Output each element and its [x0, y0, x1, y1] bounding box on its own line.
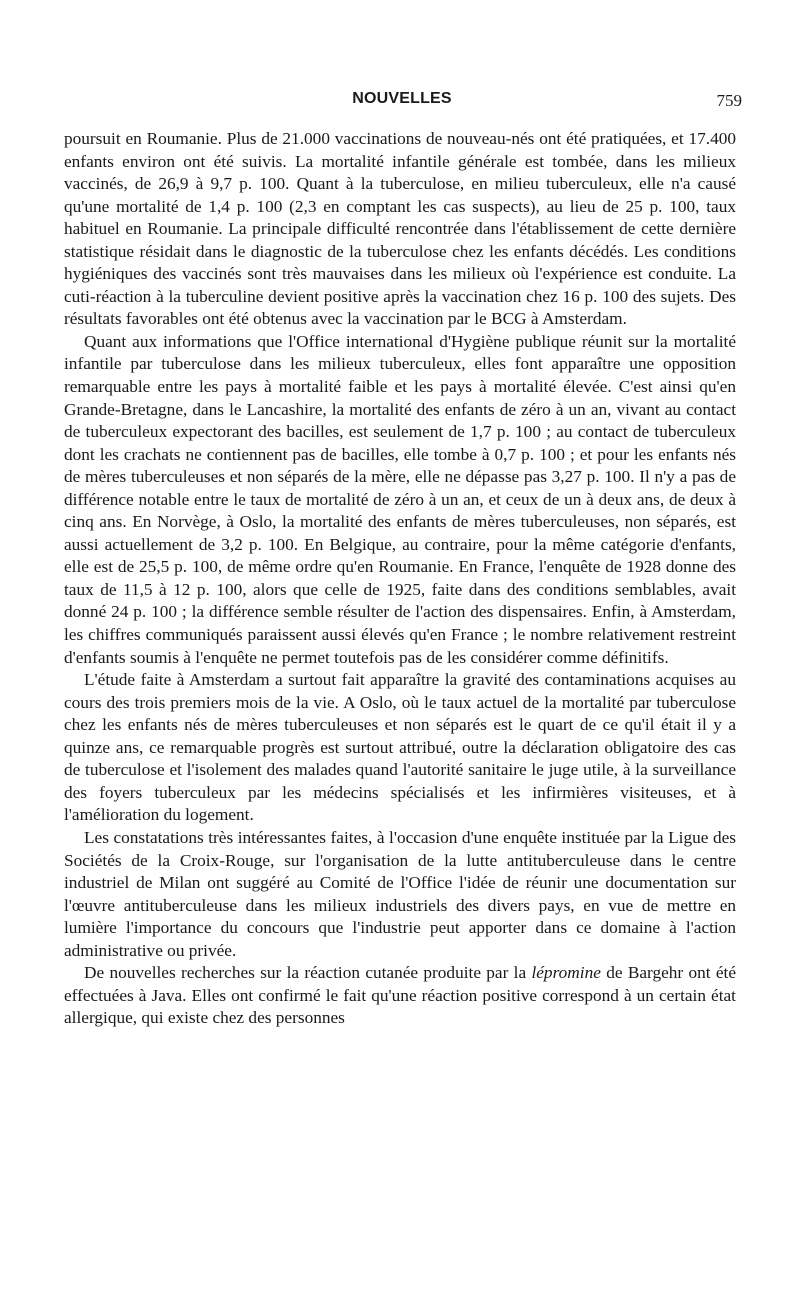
paragraph-text: de Bargehr ont été effectuées à Java. Elles ont confirmé le fait qu'une réaction positive correspond à un certain état allergique, qui existe chez des personnes	[64, 963, 736, 1028]
section-title: NOUVELLES	[352, 90, 452, 107]
running-header	[62, 90, 742, 114]
paragraph-continued: poursuit en Roumanie. Plus de 21.000 vaccinations de nouveau-nés ont été pratiquées, et 17.400 enfants environ ont été suivis. La mortalité infantile générale est tombée, dans les milieux vaccinés, de 26,9 à 9,7 p. 100. Quant à la tuberculose, en milieu tuberculeux, elle n'a causé qu'une mortalité de 1,4 p. 100 (2,3 en comptant les cas suspects), au lieu de 25 p. 100, taux habituel en Roumanie. La principale difficulté rencontrée dans l'établissement de cette dernière statistique résidait dans le diagnostic de la tuberculose chez les enfants décédés. Les conditions hygiéniques des vaccinés sont très mauvaises dans les milieux où l'expérience est conduite. La cuti-réaction à la tuberculine devient positive après la vaccination chez 16 p. 100 des sujets. Des résultats favorables ont été obtenus avec la vaccination par le BCG à Amsterdam.	[64, 129, 736, 329]
paragraph: L'étude faite à Amsterdam a surtout fait apparaître la gravité des contaminations acquises au cours des trois premiers mois de la vie. A Oslo, où le taux actuel de la mortalité par tuberculose chez les enfants nés de mères tuberculeuses et non séparés est le quart de ce qu'il était il y a quinze ans, ce remarquable progrès est surtout attribué, outre la déclaration obligatoire des cas de tuberculose et l'isolement des malades quand l'autorité sanitaire le juge utile, à la surveillance des foyers tuberculeux par les médecins spécialisés et les infirmières visiteuses, et à l'amélioration du logement.	[64, 670, 736, 825]
article-body	[64, 128, 736, 1030]
paragraph: Les constatations très intéressantes faites, à l'occasion d'une enquête instituée par la Ligue des Sociétés de la Croix-Rouge, sur l'organisation de la lutte antituberculeuse dans le centre industriel de Milan ont suggéré au Comité de l'Office l'idée de réunir une documentation sur l'œuvre antituberculeuse dans les milieux industriels des divers pays, en vue de mettre en lumière l'importance du concours que l'industrie peut apporter dans ce domaine à l'action administrative ou privée.	[64, 827, 736, 960]
paragraph	[64, 962, 736, 1030]
page-number: 759	[716, 91, 742, 110]
paragraph-text: De nouvelles recherches sur la réaction cutanée produite par la	[84, 963, 532, 983]
paragraph: Quant aux informations que l'Office international d'Hygiène publique réunit sur la mortalité infantile par tuberculose dans les milieux tuberculeux, elles font apparaître une opposition remarquable entre les pays à mortalité faible et les pays à mortalité élevée. C'est ainsi qu'en Grande-Bretagne, dans le Lancashire, la mortalité des enfants de zéro à un an, vivant au contact de tuberculeux expectorant des bacilles, est seulement de 1,7 p. 100 ; au contact de tuberculeux dont les crachats ne contiennent pas de bacilles, elle tombe à 0,7 p. 100 ; et pour les enfants nés de mères tuberculeuses et non séparés de la mère, elle ne dépasse pas 3,27 p. 100. Il n'y a pas de différence notable entre le taux de mortalité de zéro à un an, et ceux de un à deux ans, de deux à cinq ans. En Norvège, à Oslo, la mortalité des enfants de mères tuberculeuses, non séparés, est aussi actuellement de 3,2 p. 100. En Belgique, au contraire, pour la même catégorie d'enfants, elle est de 25,5 p. 100, de même ordre qu'en Roumanie. En France, l'enquête de 1928 donne des taux de 11,5 à 12 p. 100, alors que celle de 1925, faite dans des conditions semblables, avait donné 24 p. 100 ; la différence semble résulter de l'action des dispensaires. Enfin, à Amsterdam, les chiffres communiqués paraissent aussi élevés qu'en France ; le nombre relativement restreint d'enfants soumis à l'enquête ne permet toutefois pas de les considérer comme définitifs.	[64, 331, 736, 667]
italic-term: lépromine	[531, 963, 601, 983]
